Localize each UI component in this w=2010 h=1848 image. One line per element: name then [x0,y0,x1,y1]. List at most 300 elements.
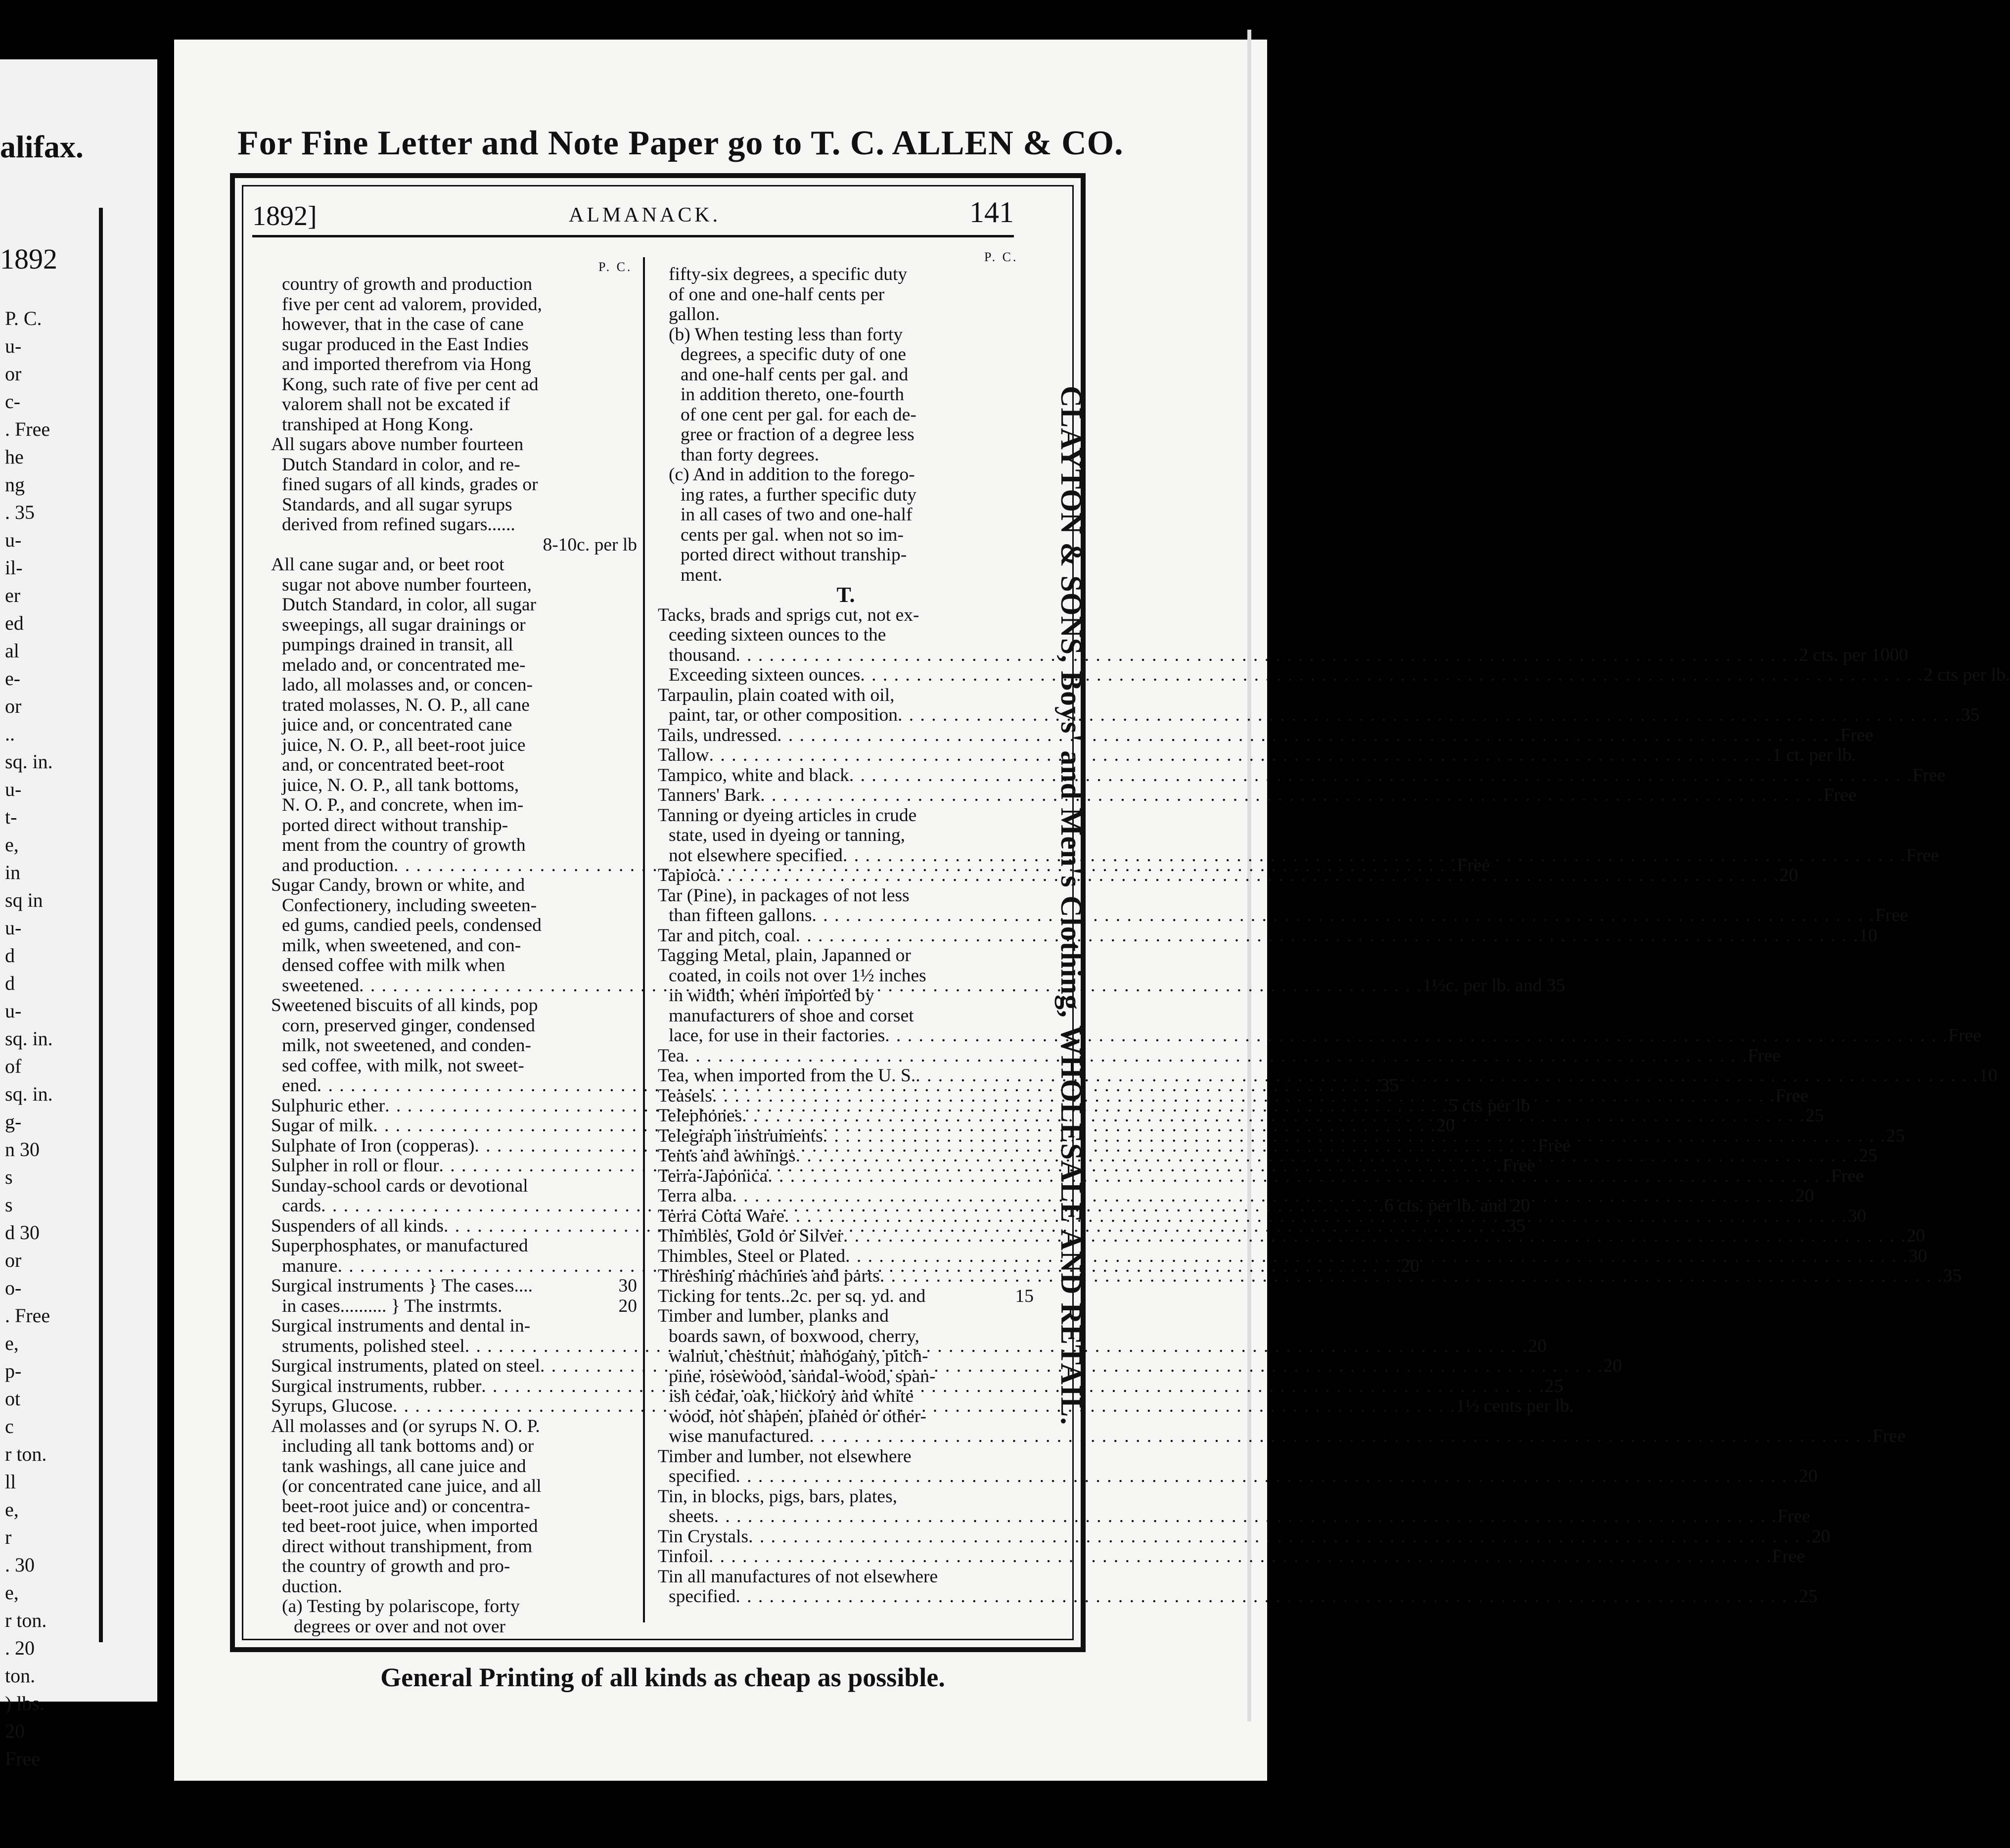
tariff-line [271,916,637,936]
previous-page-fragment-text: il- [5,556,23,579]
previous-page-fragment-text: o- [5,1277,22,1299]
tariff-line [658,385,1034,405]
previous-page-fragment-text: . 35 [5,501,35,523]
tariff-text: sweetened [282,975,360,996]
previous-page-fragment-text: sq in [5,889,43,911]
dot-leader [685,1046,1748,1066]
tariff-line [271,1497,637,1517]
previous-page-fragment-text: ng [5,473,25,496]
tariff-text: Tagging Metal, plain, Japanned or [658,945,911,966]
tariff-line [271,555,637,575]
tariff-text: Terra alba [658,1186,732,1206]
tariff-text: Sunday-school cards or devotional [271,1175,528,1196]
tariff-line [271,275,637,295]
tariff-line [658,585,1034,605]
previous-page-fragment-text: c [5,1415,14,1437]
tariff-line [658,725,1873,746]
tariff-text: Tampico, white and black [658,765,849,785]
tariff-line [658,625,1034,646]
tariff-text: juice, N. O. P., all tank bottoms, [282,775,519,795]
tariff-text: ment. [681,564,723,585]
tariff-text: All molasses and (or syrups N. O. P. [271,1416,540,1436]
tariff-line [658,1447,1034,1467]
duty-rate: 20 [1780,865,1798,885]
duty-rate: 1½ cents per lb. [1456,1396,1574,1416]
tariff-text: Dutch Standard, in color, all sugar [282,595,536,615]
dot-leader [735,646,1799,666]
tariff-line [271,455,637,475]
tariff-line [271,575,637,596]
right-column-pc-label: P. C. [984,250,1018,264]
previous-page-fragment-text: s [5,1194,13,1216]
tariff-line [271,1477,637,1497]
tariff-text: thousand [669,645,736,665]
tariff-text: however, that in the case of cane [282,314,524,334]
tariff-line [271,1056,637,1076]
tariff-text: Surgical instruments and dental in- [271,1316,531,1336]
tariff-text: Sugar Candy, brown or white, and [271,875,525,895]
duty-rate: 20 [618,1295,637,1316]
tariff-line [271,355,637,375]
tariff-text: Tapioca [658,865,717,885]
tariff-text: Tallow [658,745,709,765]
tariff-text: cents per gal. when not so im- [681,524,904,545]
tariff-text: pine, rosewood, sandal-wood, span- [669,1366,936,1386]
previous-page-fragment-text: . 30 [5,1554,35,1576]
duty-rate: 25 [1799,1586,1818,1607]
previous-page-fragment-text: p- [5,1360,22,1382]
dot-leader [760,785,1824,806]
previous-page-fragment-text: of [5,1055,22,1077]
duty-rate: 1½c. per lb. and 35 [1422,975,1565,996]
tariff-text: gree or fraction of a degree less [681,424,914,445]
tariff-text: ted beet-root juice, when imported [282,1516,538,1536]
previous-page-fragment-text: ot [5,1387,21,1410]
tariff-text: Tar (Pine), in packages of not less [658,885,910,906]
tariff-line [271,1436,637,1457]
duty-rate: 25 [1859,1146,1877,1166]
tariff-line [271,1597,637,1617]
tariff-line [658,565,1034,586]
tariff-text: not elsewhere specified [669,845,843,866]
tariff-text: Tin, in blocks, pigs, bars, plates, [658,1486,898,1507]
tariff-line [658,1487,1034,1507]
tariff-line [658,886,1034,906]
previous-page-fragment-text: 20 [5,1720,25,1742]
tariff-text: ceeding sixteen ounces to the [669,625,886,645]
tariff-line [658,826,1034,846]
dot-leader [843,1226,1907,1247]
previous-page-fragment-text: Free [5,1748,41,1770]
tariff-text: and, or concentrated beet-root [282,755,504,775]
tariff-line [271,1577,637,1597]
previous-page-fragment [0,59,157,1770]
previous-page-fragment-text: er [5,584,21,606]
tariff-text: N. O. P., and concrete, when im- [282,795,524,815]
duty-rate: 25 [1886,1125,1905,1146]
previous-page-fragment-text: in [5,861,21,883]
tariff-text: Tea [658,1045,685,1066]
tariff-text: Confectionery, including sweeten- [282,895,537,916]
tariff-text: of one and one-half cents per [669,284,885,305]
tariff-text: coated, in coils not over 1½ inches [669,965,926,986]
tariff-line [658,1306,1034,1327]
tariff-line [658,765,1946,786]
previous-page-fragment-text: d [5,972,15,994]
tariff-line [271,475,637,495]
tariff-line [271,1457,637,1477]
tariff-line [658,1546,1805,1567]
previous-page-year: 1892 [0,243,57,275]
tariff-text: corn, preserved ginger, condensed [282,1015,535,1036]
tariff-text: pumpings drained in transit, all [282,635,513,655]
dot-leader [796,1146,1859,1166]
tariff-text: Tin Crystals [658,1526,749,1547]
previous-page-fragment-text: or [5,1249,22,1271]
previous-page-fragment-text: .. [5,723,15,745]
previous-page-fragment-text: u- [5,778,22,800]
tariff-line [271,996,637,1016]
previous-page-fragment-text: sq. in. [5,1027,53,1050]
duty-rate: 25 [1805,1106,1824,1126]
tariff-line [658,505,1034,525]
tariff-line [658,545,1034,565]
tariff-text: melado and, or concentrated me- [282,654,526,675]
tariff-text: Surgical instruments, plated on steel [271,1356,541,1376]
duty-rate: Free [1457,855,1490,876]
tariff-text: densed coffee with milk when [282,955,505,975]
tariff-text: boards sawn, of boxwood, cherry, [669,1326,919,1346]
tariff-text: Sweetened biscuits of all kinds, pop [271,995,538,1016]
tariff-line [658,905,1909,926]
duty-rate: 20 [1401,1255,1419,1276]
dot-leader [796,926,1859,946]
previous-page-fragment-text: . Free [5,418,50,440]
tariff-line [658,305,1034,325]
tariff-text: Thimbles, Steel or Plated [658,1246,846,1266]
tariff-text: Tents and awnings [658,1146,796,1166]
tariff-text: in cases.......... } The instrmts. [282,1295,502,1316]
duty-rate: 2 cts. per 1000 [1799,645,1909,665]
duty-rate: 6 cts. per lb. and 20 [1384,1196,1530,1216]
tariff-text: paint, tar, or other composition [669,705,898,725]
tariff-line [658,1586,1818,1607]
duty-rate: 5 cts per lb [1448,1095,1530,1116]
duty-rate: 35 [1961,705,1980,725]
duty-rate: 20 [1906,1226,1925,1246]
tariff-line [271,1517,637,1537]
tariff-text: Tea, when imported from the U. S. [658,1065,916,1086]
tariff-line [271,1176,637,1197]
tariff-line [271,1296,637,1317]
duty-rate: 30 [1908,1246,1927,1266]
duty-rate: Free [1948,1025,1981,1046]
duty-rate: Free [1831,1165,1864,1186]
tariff-text: Terra-Japonica [658,1165,768,1186]
tariff-line [271,615,637,636]
tariff-text: (a) Testing by polariscope, forty [282,1596,520,1617]
dot-leader [925,1287,1015,1307]
duty-rate: Free [1840,725,1873,745]
previous-page-fragment-text: e, [5,1332,19,1354]
duty-rate: 15 [1015,1286,1034,1306]
tariff-text: ing rates, a further specific duty [681,484,916,505]
tariff-text: Tacks, brads and sprigs cut, not ex- [658,604,919,625]
tariff-text: Threshing machines and parts [658,1266,880,1286]
tariff-line [658,645,1909,666]
duty-rate: Free [1875,905,1909,925]
tariff-line [658,785,1857,806]
tariff-text: Ticking for tents..2c. per sq. yd. and [658,1286,926,1306]
tariff-text: ported direct without tranship- [282,815,508,835]
tariff-text: Kong, such rate of five per cent ad [282,374,539,395]
tariff-line [271,936,637,956]
tariff-line [271,415,637,435]
tariff-text: specified [669,1586,736,1607]
tariff-line [271,876,637,896]
tariff-line [658,1346,1034,1367]
tariff-text: sed coffee, with milk, not sweet- [282,1055,524,1076]
dot-leader [735,1467,1799,1487]
tariff-text: Telegraph instruments [658,1125,823,1146]
tariff-text: All sugars above number fourteen [271,434,524,455]
dot-leader [732,1186,1795,1206]
previous-page-fragment-text: u- [5,1000,22,1022]
tariff-text: milk, not sweetened, and conden- [282,1035,532,1056]
running-head [252,195,1014,235]
dot-leader [502,1296,618,1317]
duty-rate: 20 [1603,1356,1622,1376]
previous-page-fragment-text: . 20 [5,1637,35,1659]
duty-rate: 35 [1943,1266,1962,1286]
tariff-line [658,1407,1034,1427]
tariff-text: Suspenders of all kinds [271,1215,444,1236]
tariff-line [658,845,1939,866]
previous-page-fragment-text: c- [5,390,21,413]
dot-leader [849,766,1913,786]
previous-page-fragment-text: sq. in. [5,750,53,773]
dot-leader [748,1527,1812,1547]
bottom-advertisement: General Printing of all kinds as cheap as possible. [380,1663,945,1692]
previous-page-fragment-text: P. C. [5,307,42,329]
tariff-text: All cane sugar and, or beet root [271,554,504,575]
duty-rate: 30 [618,1276,637,1296]
tariff-line [271,535,637,555]
dot-leader [709,745,1773,766]
dot-leader [845,1247,1909,1267]
tariff-text: beet-root juice and) or concentra- [282,1496,530,1517]
tariff-text: juice, N. O. P., all beet-root juice [282,735,526,755]
dot-leader [885,1026,1948,1046]
previous-page-fragment-text: r ton. [5,1443,47,1465]
dot-leader [812,906,1875,926]
column-divider [643,257,645,1622]
tariff-text: Standards, and all sugar syrups [282,494,512,515]
tariff-line [658,485,1034,506]
duty-rate: 20 [1528,1336,1547,1356]
tariff-line [658,946,1034,966]
tariff-text: Sulphuric ether [271,1095,385,1116]
dot-leader [742,1106,1805,1126]
tariff-line [271,635,637,655]
tariff-text: Dutch Standard in color, and re- [282,454,520,475]
duty-rate: Free [1873,1426,1906,1446]
tariff-line [271,315,637,335]
tariff-line [271,776,637,796]
tariff-text: duction. [282,1576,342,1597]
tariff-line [658,265,1034,285]
tariff-line [658,1386,1034,1407]
tariff-line [271,1617,637,1637]
previous-page-fragment-text: ed [5,612,24,634]
previous-page-fragment-text: s [5,1166,13,1188]
tariff-line [658,1006,1034,1026]
tariff-text: direct without transhipment, from [282,1536,533,1557]
tariff-line [658,1466,1818,1487]
dot-leader [809,1427,1873,1447]
tariff-line [658,686,1034,706]
tariff-text: sweepings, all sugar drainings or [282,614,526,635]
tariff-line [271,655,637,676]
tariff-line [658,1526,1830,1547]
tariff-line [271,736,637,756]
left-column-pc-label: P. C. [598,260,633,274]
tariff-line [271,695,637,716]
tariff-text: juice and, or concentrated cane [282,715,512,735]
tariff-line [271,835,637,856]
dot-leader [768,1166,1831,1187]
tariff-line [658,806,1034,826]
tariff-line [658,345,1034,365]
tariff-line [271,495,637,515]
tariff-line [271,435,637,455]
duty-rate: Free [1824,785,1857,805]
tariff-text: (or concentrated cane juice, and all [282,1476,542,1496]
tariff-line [271,675,637,695]
tariff-text: (b) When testing less than forty [669,324,903,345]
previous-page-header: alifax. [0,129,84,164]
side-advertisement: CLAYTON & SONS, Boys' and Men's Clothing, WHOLESALE AND RETAIL. [1055,386,1088,1426]
tariff-text: Sulpher in roll or flour [271,1155,439,1176]
tariff-line [658,1045,1781,1066]
tariff-text: and one-half cents per gal. and [681,364,909,385]
duty-rate: Free [1502,1155,1536,1176]
tariff-line [658,525,1034,546]
tariff-text: Tar and pitch, coal [658,925,796,946]
tariff-text: Tanning or dyeing articles in crude [658,805,917,826]
tariff-line [658,605,1034,626]
tariff-line [658,1025,1981,1046]
duty-rate: 10 [1859,925,1877,946]
tariff-line [271,1276,637,1296]
tariff-text: ed gums, candied peels, condensed [282,915,542,935]
previous-page-fragment-text: ll [5,1471,16,1493]
tariff-text: Telephones [658,1106,742,1126]
tariff-text: Thimbles, Gold or Silver [658,1226,843,1246]
tariff-text: lado, all molasses and, or concen- [282,675,533,695]
duty-rate: 20 [1795,1186,1814,1206]
tariff-text: sugar not above number fourteen, [282,574,532,595]
top-advertisement: For Fine Letter and Note Paper go to T. C. ALLEN & CO. [237,124,1124,162]
previous-page-fragment-text: u- [5,917,22,939]
tariff-text: the country of growth and pro- [282,1556,510,1576]
duty-rate: 30 [1847,1205,1867,1226]
tariff-line [658,986,1034,1006]
tariff-line [271,1417,637,1437]
tariff-text: Tin all manufactures of not elsewhere [658,1566,938,1587]
tariff-text: gallon. [669,304,720,324]
duty-rate: 20 [1811,1526,1830,1547]
previous-page-fragment-text: . Free [5,1304,50,1327]
tariff-text: tank washings, all cane juice and [282,1456,526,1477]
tariff-text: ment from the country of growth [282,835,526,855]
previous-page-fragment-text: or [5,363,22,385]
tariff-text: struments, polished steel [282,1336,465,1356]
tariff-text: Exceeding sixteen ounces [669,665,861,685]
tariff-text: Surgical instruments } The cases.... [271,1276,533,1296]
previous-page-fragment-text: d [5,944,15,967]
tariff-line [658,285,1034,305]
tariff-text: transhiped at Hong Kong. [282,414,474,435]
tariff-line [658,465,1034,485]
tariff-text: manufacturers of shoe and corset [669,1005,914,1026]
duty-rate: Free [1538,1135,1571,1156]
tariff-text: in width, when imported by [669,985,874,1006]
previous-page-fragment-text: g- [5,1110,22,1133]
duty-rate: Free [1777,1506,1811,1526]
tariff-text: fifty-six degrees, a specific duty [669,264,908,284]
tariff-text: than forty degrees. [681,444,820,465]
duty-rate: Free [1906,845,1939,866]
tariff-text: degrees, a specific duty of one [681,344,907,365]
dot-leader [735,1587,1799,1607]
tariff-line [271,795,637,816]
tariff-line [271,755,637,776]
tariff-text: ened [282,1075,317,1096]
dot-leader [709,1547,1772,1567]
tariff-line [271,1537,637,1557]
dot-leader [714,1507,1778,1527]
page-number: 141 [969,196,1014,229]
running-head-title: ALMANACK. [569,204,721,227]
tariff-text: milk, when sweetened, and con- [282,935,521,956]
dot-leader [823,1126,1886,1147]
previous-page-fragment-text: or [5,695,22,717]
tariff-text: wise manufactured [669,1426,810,1446]
tariff-line [271,1316,637,1337]
tariff-line [271,395,637,415]
previous-page-fragment-text: u- [5,335,22,357]
tariff-text: derived from refined sugars...... [282,514,515,535]
tariff-line [658,445,1034,465]
tariff-line [271,295,637,315]
tariff-text: Terra Cotta Ware [658,1205,785,1226]
tariff-text: (c) And in addition to the forego- [669,464,915,485]
previous-page-fragment-text: al [5,640,19,662]
tariff-text: lace, for use in their factories [669,1025,885,1046]
tariff-text: Tanners' Bark [658,785,761,805]
tariff-line [658,325,1034,345]
tariff-line [271,335,637,355]
tariff-text: manure [282,1255,338,1276]
previous-page-fragment-text: e, [5,1581,19,1604]
tariff-text: wood, not shapen, planed or other- [669,1406,926,1427]
tariff-line [658,745,1857,766]
dot-leader [716,866,1780,886]
tariff-text: sheets [669,1506,714,1526]
tariff-line [271,1557,637,1577]
tariff-line [271,595,637,615]
